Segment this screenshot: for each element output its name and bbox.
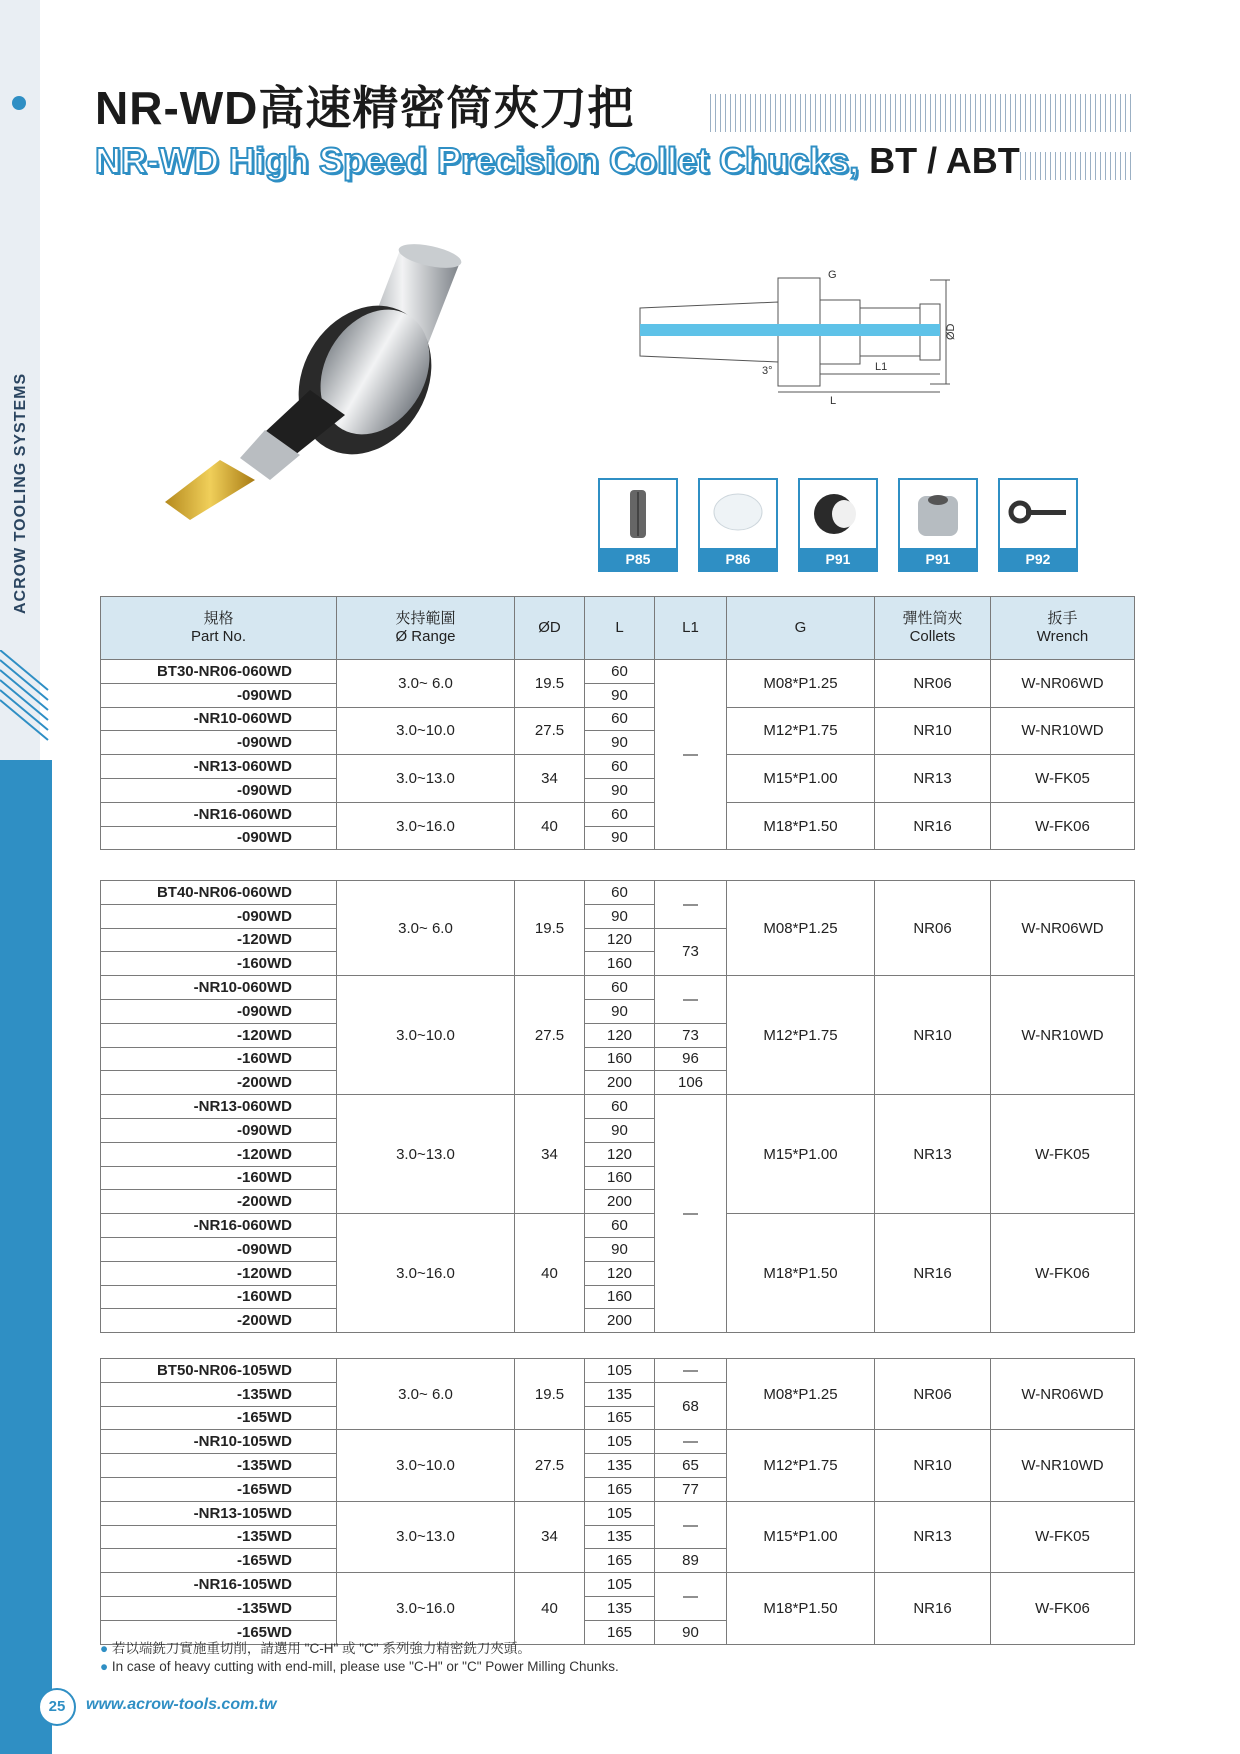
header-l: L <box>585 597 655 660</box>
part-number-cell: -135WD <box>101 1525 337 1549</box>
accessory-label: P92 <box>1000 548 1076 570</box>
table-cell: 60 <box>585 802 655 826</box>
table-cell: 200 <box>585 1309 655 1333</box>
part-number-cell: -NR13-105WD <box>101 1501 337 1525</box>
table-cell: 34 <box>515 1095 585 1214</box>
table-cell: 89 <box>655 1549 727 1573</box>
table-cell: 73 <box>655 928 727 976</box>
part-number-cell: -120WD <box>101 928 337 952</box>
table-row <box>101 881 1135 905</box>
table-cell: NR16 <box>875 1214 991 1333</box>
table-cell: 135 <box>585 1596 655 1620</box>
table-cell: 90 <box>585 1118 655 1142</box>
part-number-cell: -090WD <box>101 778 337 802</box>
part-number-cell: -200WD <box>101 1071 337 1095</box>
table-cell: M12*P1.75 <box>727 1430 875 1501</box>
table-cell: 96 <box>655 1047 727 1071</box>
part-number-cell: -120WD <box>101 1142 337 1166</box>
part-number-cell: -090WD <box>101 826 337 850</box>
table-cell: 160 <box>585 1047 655 1071</box>
technical-drawing <box>630 260 1070 420</box>
table-cell: 3.0~13.0 <box>337 1501 515 1572</box>
part-number-cell: -120WD <box>101 1261 337 1285</box>
table-row <box>101 1501 1135 1525</box>
table-row <box>101 1214 1135 1238</box>
part-number-cell: -160WD <box>101 1166 337 1190</box>
product-photo-icon <box>160 240 520 550</box>
table-cell: 60 <box>585 755 655 779</box>
table-cell: M08*P1.25 <box>727 660 875 708</box>
accessory-p91-dark[interactable] <box>798 478 878 572</box>
part-number-cell: -165WD <box>101 1477 337 1501</box>
table-cell: 165 <box>585 1406 655 1430</box>
table-cell: 105 <box>585 1573 655 1597</box>
table-cell: 160 <box>585 1285 655 1309</box>
accessory-p85[interactable] <box>598 478 678 572</box>
table-cell: 60 <box>585 1214 655 1238</box>
side-label-text: ACROW TOOLING SYSTEMS <box>12 372 29 614</box>
header-part: 規格 Part No. <box>101 597 337 660</box>
table-cell: NR10 <box>875 707 991 755</box>
table-cell: 19.5 <box>515 881 585 976</box>
side-label <box>6 370 36 630</box>
table-cell: 65 <box>655 1454 727 1478</box>
table-cell: 90 <box>585 826 655 850</box>
table-cell: — <box>655 976 727 1024</box>
table-cell: 120 <box>585 1261 655 1285</box>
table-row <box>101 1359 1135 1383</box>
footnote-cn: ● 若以端銑刀實施重切削，請選用 "C-H" 或 "C" 系列強力精密銑刀夾頭。 <box>100 1641 531 1656</box>
table-cell: 135 <box>585 1454 655 1478</box>
nut-silver-icon <box>906 486 970 544</box>
table-cell: W-FK06 <box>991 1214 1135 1333</box>
table-cell: 3.0~10.0 <box>337 1430 515 1501</box>
drawing-label-g: G <box>828 269 837 281</box>
table-cell: — <box>655 881 727 929</box>
drawing-label-l1: L1 <box>875 361 888 373</box>
table-cell: 60 <box>585 660 655 684</box>
table-cell: NR10 <box>875 1430 991 1501</box>
part-number-cell: -165WD <box>101 1406 337 1430</box>
table-cell: 60 <box>585 1095 655 1119</box>
table-cell: 120 <box>585 1023 655 1047</box>
table-cell: 19.5 <box>515 1359 585 1430</box>
part-number-cell: -NR10-060WD <box>101 707 337 731</box>
table-cell: 40 <box>515 1214 585 1333</box>
drawing-label-l: L <box>830 395 837 407</box>
table-cell: — <box>655 1430 727 1454</box>
table-cell: 135 <box>585 1525 655 1549</box>
table-cell: 105 <box>585 1430 655 1454</box>
table-cell: M15*P1.00 <box>727 755 875 803</box>
part-number-cell: -NR16-060WD <box>101 802 337 826</box>
table-cell: 40 <box>515 1573 585 1644</box>
table-cell: 90 <box>585 1237 655 1261</box>
table-cell: 106 <box>655 1071 727 1095</box>
table-cell: NR10 <box>875 976 991 1095</box>
table-cell: 3.0~16.0 <box>337 1214 515 1333</box>
table-cell: W-NR06WD <box>991 881 1135 976</box>
table-cell: — <box>655 660 727 850</box>
table-cell: 34 <box>515 1501 585 1572</box>
table-cell: M15*P1.00 <box>727 1095 875 1214</box>
part-number-cell: -165WD <box>101 1620 337 1644</box>
part-number-cell: -165WD <box>101 1549 337 1573</box>
table-cell: 3.0~13.0 <box>337 755 515 803</box>
part-number-cell: -NR13-060WD <box>101 1095 337 1119</box>
table-cell: M08*P1.25 <box>727 881 875 976</box>
table-row <box>101 755 1135 779</box>
table-cell: 165 <box>585 1549 655 1573</box>
collet-icon <box>606 486 670 544</box>
part-number-cell: BT30-NR06-060WD <box>101 660 337 684</box>
table-cell: 90 <box>585 731 655 755</box>
table-cell: M08*P1.25 <box>727 1359 875 1430</box>
table-cell: 27.5 <box>515 1430 585 1501</box>
table-cell: M12*P1.75 <box>727 976 875 1095</box>
part-number-cell: -NR16-060WD <box>101 1214 337 1238</box>
part-number-cell: -090WD <box>101 683 337 707</box>
accessory-label: P86 <box>700 548 776 570</box>
side-strip <box>0 0 40 1754</box>
spec-table-bt40 <box>100 880 1135 1333</box>
accessory-p91-silver[interactable] <box>898 478 978 572</box>
part-number-cell: -135WD <box>101 1382 337 1406</box>
table-cell: NR16 <box>875 1573 991 1644</box>
title-en-dark: BT / ABT <box>859 140 1020 181</box>
nut-dark-icon <box>806 486 870 544</box>
table-cell: 60 <box>585 976 655 1000</box>
accessory-p92[interactable] <box>998 478 1078 572</box>
table-cell: 40 <box>515 802 585 850</box>
table-cell: 120 <box>585 928 655 952</box>
table-cell: W-NR06WD <box>991 660 1135 708</box>
spec-table-bt30 <box>100 596 1135 850</box>
table-cell: M15*P1.00 <box>727 1501 875 1572</box>
title-hatch-decoration-2 <box>1020 152 1134 180</box>
table-cell: M12*P1.75 <box>727 707 875 755</box>
table-cell: 3.0~ 6.0 <box>337 660 515 708</box>
part-number-cell: -200WD <box>101 1190 337 1214</box>
table-cell: NR13 <box>875 1501 991 1572</box>
accessory-p86[interactable] <box>698 478 778 572</box>
table-cell: 90 <box>585 999 655 1023</box>
table-header-row <box>101 597 1135 660</box>
table-cell: 90 <box>655 1620 727 1644</box>
collet-cap-icon <box>706 486 770 544</box>
table-cell: — <box>655 1501 727 1549</box>
title-en-outlined: NR-WD High Speed Precision Collet Chucks, <box>95 140 860 181</box>
table-cell: 3.0~16.0 <box>337 1573 515 1644</box>
table-cell: W-FK06 <box>991 1573 1135 1644</box>
table-cell: M18*P1.50 <box>727 1214 875 1333</box>
header-wrench: 扳手 Wrench <box>991 597 1135 660</box>
side-dot-icon <box>12 96 26 110</box>
table-row <box>101 1573 1135 1597</box>
spec-table-bt50 <box>100 1358 1135 1645</box>
side-blue-band <box>0 760 52 1754</box>
page-title-cn: NR-WD高速精密筒夾刀把 <box>95 82 635 134</box>
header-od: ØD <box>515 597 585 660</box>
table-cell: NR13 <box>875 1095 991 1214</box>
table-cell: W-FK05 <box>991 1095 1135 1214</box>
wrench-icon <box>1006 486 1070 544</box>
drawing-label-angle: 3° <box>762 365 773 377</box>
table-cell: 60 <box>585 881 655 905</box>
part-number-cell: -NR10-105WD <box>101 1430 337 1454</box>
page-number: 25 <box>38 1688 76 1726</box>
accessory-label: P91 <box>800 548 876 570</box>
part-number-cell: BT40-NR06-060WD <box>101 881 337 905</box>
table-cell: 3.0~10.0 <box>337 707 515 755</box>
table-cell: NR06 <box>875 1359 991 1430</box>
part-number-cell: -160WD <box>101 1285 337 1309</box>
part-number-cell: -090WD <box>101 1237 337 1261</box>
table-cell: 165 <box>585 1620 655 1644</box>
part-number-cell: -090WD <box>101 904 337 928</box>
table-cell: 34 <box>515 755 585 803</box>
table-cell: 120 <box>585 1142 655 1166</box>
part-number-cell: -160WD <box>101 1047 337 1071</box>
footnote-en: ● In case of heavy cutting with end-mill, please use "C-H" or "C" Power Milling Chunks. <box>100 1659 619 1674</box>
table-cell: 135 <box>585 1382 655 1406</box>
table-cell: 3.0~13.0 <box>337 1095 515 1214</box>
table-cell: W-FK05 <box>991 755 1135 803</box>
table-cell: 60 <box>585 707 655 731</box>
table-cell: 165 <box>585 1477 655 1501</box>
table-cell: 19.5 <box>515 660 585 708</box>
table-row <box>101 1095 1135 1119</box>
table-cell: W-NR06WD <box>991 1359 1135 1430</box>
table-cell: M18*P1.50 <box>727 1573 875 1644</box>
table-cell: 200 <box>585 1071 655 1095</box>
footnotes <box>100 1640 619 1676</box>
page-title-en <box>95 140 1020 182</box>
accessory-label: P85 <box>600 548 676 570</box>
part-number-cell: -135WD <box>101 1454 337 1478</box>
table-cell: 105 <box>585 1501 655 1525</box>
table-row <box>101 802 1135 826</box>
side-diagonal-lines <box>0 650 60 760</box>
part-number-cell: -090WD <box>101 1118 337 1142</box>
table-cell: 3.0~ 6.0 <box>337 881 515 976</box>
table-cell: 68 <box>655 1382 727 1430</box>
table-cell: 200 <box>585 1190 655 1214</box>
table-cell: — <box>655 1573 727 1621</box>
table-cell: 27.5 <box>515 976 585 1095</box>
table-cell: W-NR10WD <box>991 707 1135 755</box>
header-collets: 彈性筒夾 Collets <box>875 597 991 660</box>
table-cell: 3.0~10.0 <box>337 976 515 1095</box>
table-cell: 90 <box>585 904 655 928</box>
table-row <box>101 976 1135 1000</box>
table-cell: — <box>655 1095 727 1333</box>
header-range: 夾持範圍 Ø Range <box>337 597 515 660</box>
part-number-cell: -135WD <box>101 1596 337 1620</box>
table-cell: M18*P1.50 <box>727 802 875 850</box>
part-number-cell: -090WD <box>101 731 337 755</box>
accessory-label: P91 <box>900 548 976 570</box>
table-cell: NR13 <box>875 755 991 803</box>
title-hatch-decoration <box>710 94 1134 132</box>
part-number-cell: -200WD <box>101 1309 337 1333</box>
table-cell: W-FK05 <box>991 1501 1135 1572</box>
part-number-cell: -160WD <box>101 952 337 976</box>
table-row <box>101 1430 1135 1454</box>
table-cell: NR06 <box>875 660 991 708</box>
table-cell: NR16 <box>875 802 991 850</box>
table-cell: W-NR10WD <box>991 976 1135 1095</box>
table-cell: 90 <box>585 683 655 707</box>
table-cell: 3.0~16.0 <box>337 802 515 850</box>
part-number-cell: -NR10-060WD <box>101 976 337 1000</box>
table-row <box>101 707 1135 731</box>
part-number-cell: -090WD <box>101 999 337 1023</box>
table-cell: NR06 <box>875 881 991 976</box>
table-cell: 27.5 <box>515 707 585 755</box>
table-cell: W-NR10WD <box>991 1430 1135 1501</box>
part-number-cell: -NR16-105WD <box>101 1573 337 1597</box>
part-number-cell: -NR13-060WD <box>101 755 337 779</box>
table-cell: 3.0~ 6.0 <box>337 1359 515 1430</box>
table-row <box>101 660 1135 684</box>
header-g: G <box>727 597 875 660</box>
table-cell: W-FK06 <box>991 802 1135 850</box>
table-cell: 160 <box>585 952 655 976</box>
table-cell: 77 <box>655 1477 727 1501</box>
part-number-cell: BT50-NR06-105WD <box>101 1359 337 1383</box>
table-cell: 160 <box>585 1166 655 1190</box>
part-number-cell: -120WD <box>101 1023 337 1047</box>
footer-url[interactable]: www.acrow-tools.com.tw <box>86 1696 277 1713</box>
table-cell: 105 <box>585 1359 655 1383</box>
drawing-label-od: ØD <box>945 323 957 340</box>
table-cell: 73 <box>655 1023 727 1047</box>
header-l1: L1 <box>655 597 727 660</box>
table-cell: 90 <box>585 778 655 802</box>
table-cell: — <box>655 1359 727 1383</box>
